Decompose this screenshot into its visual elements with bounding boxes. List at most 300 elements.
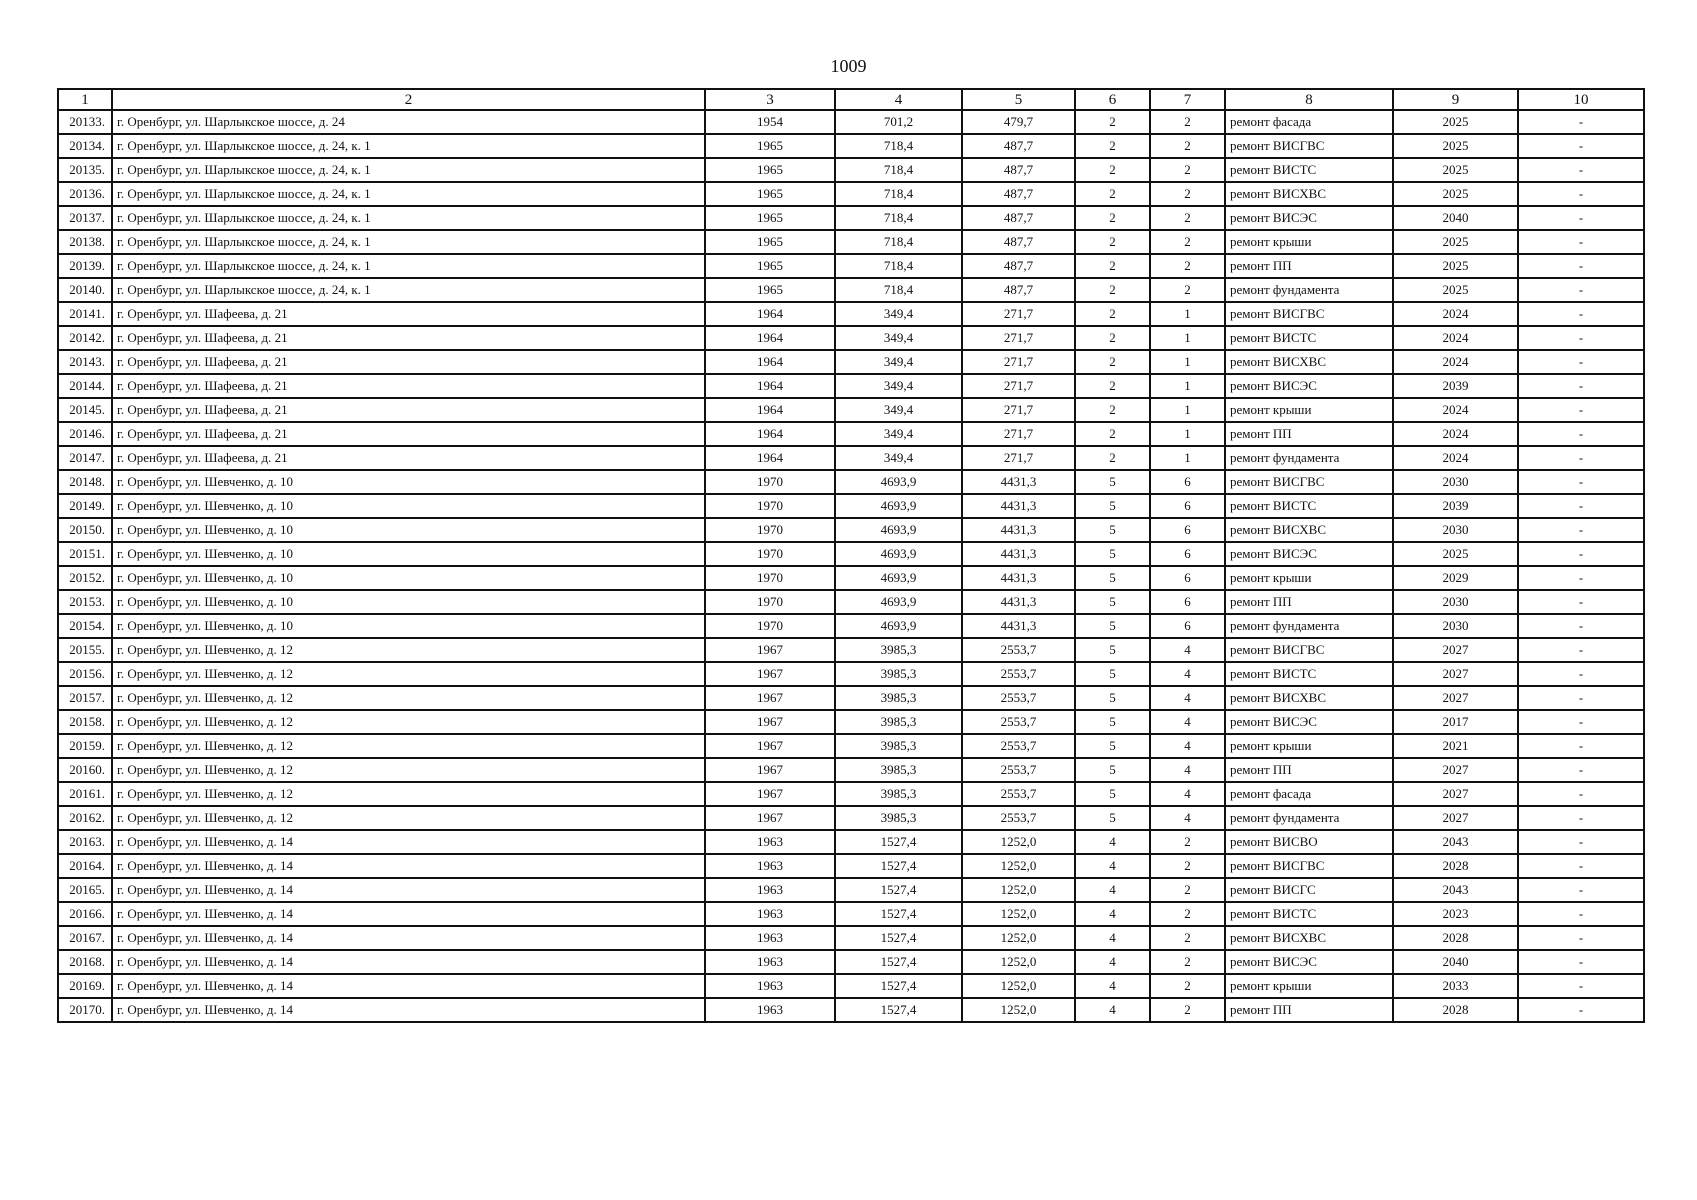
cell-work-type: ремонт ВИСВО [1225,830,1393,854]
cell-area-total: 349,4 [835,374,962,398]
table-body [58,110,1644,1022]
cell-area-living: 1252,0 [962,926,1075,950]
cell-address: г. Оренбург, ул. Шафеева, д. 21 [112,326,705,350]
table-row [58,374,1644,398]
cell-entrances: 1 [1150,374,1225,398]
cell-entrances: 2 [1150,278,1225,302]
cell-work-type: ремонт ВИСТС [1225,158,1393,182]
table-row [58,806,1644,830]
cell-planned-year: 2039 [1393,374,1518,398]
cell-planned-year: 2028 [1393,926,1518,950]
cell-area-total: 4693,9 [835,518,962,542]
cell-planned-year: 2030 [1393,590,1518,614]
cell-number: 20168. [58,950,112,974]
cell-planned-year: 2030 [1393,614,1518,638]
cell-planned-year: 2028 [1393,998,1518,1022]
cell-address: г. Оренбург, ул. Шарлыкское шоссе, д. 24, к. 1 [112,278,705,302]
cell-year: 1963 [705,926,835,950]
cell-number: 20165. [58,878,112,902]
column-header: 8 [1225,89,1393,110]
cell-col10: - [1518,158,1644,182]
cell-address: г. Оренбург, ул. Шарлыкское шоссе, д. 24, к. 1 [112,134,705,158]
cell-col10: - [1518,614,1644,638]
cell-col10: - [1518,830,1644,854]
cell-area-living: 1252,0 [962,974,1075,998]
cell-entrances: 1 [1150,422,1225,446]
cell-work-type: ремонт ВИСЭС [1225,206,1393,230]
cell-work-type: ремонт ВИСЭС [1225,710,1393,734]
cell-floors: 4 [1075,902,1150,926]
cell-floors: 2 [1075,446,1150,470]
cell-work-type: ремонт фундамента [1225,446,1393,470]
cell-year: 1964 [705,350,835,374]
cell-entrances: 4 [1150,806,1225,830]
cell-work-type: ремонт ВИСХВС [1225,518,1393,542]
cell-work-type: ремонт ПП [1225,590,1393,614]
cell-planned-year: 2024 [1393,326,1518,350]
cell-planned-year: 2043 [1393,878,1518,902]
cell-area-living: 2553,7 [962,806,1075,830]
cell-entrances: 2 [1150,902,1225,926]
cell-year: 1965 [705,182,835,206]
cell-area-total: 718,4 [835,158,962,182]
cell-floors: 2 [1075,182,1150,206]
cell-number: 20143. [58,350,112,374]
cell-year: 1970 [705,614,835,638]
column-header: 1 [58,89,112,110]
cell-area-living: 487,7 [962,278,1075,302]
cell-year: 1964 [705,302,835,326]
cell-work-type: ремонт фасада [1225,782,1393,806]
cell-area-total: 718,4 [835,278,962,302]
cell-address: г. Оренбург, ул. Шевченко, д. 12 [112,734,705,758]
cell-area-total: 1527,4 [835,998,962,1022]
cell-area-total: 349,4 [835,398,962,422]
cell-floors: 4 [1075,998,1150,1022]
cell-col10: - [1518,206,1644,230]
cell-entrances: 2 [1150,950,1225,974]
cell-floors: 4 [1075,950,1150,974]
cell-number: 20140. [58,278,112,302]
cell-planned-year: 2043 [1393,830,1518,854]
cell-col10: - [1518,494,1644,518]
cell-area-living: 487,7 [962,230,1075,254]
cell-address: г. Оренбург, ул. Шевченко, д. 14 [112,974,705,998]
cell-floors: 5 [1075,470,1150,494]
cell-work-type: ремонт ПП [1225,998,1393,1022]
page-number: 1009 [830,56,867,76]
cell-planned-year: 2025 [1393,182,1518,206]
table-row [58,302,1644,326]
cell-number: 20141. [58,302,112,326]
cell-address: г. Оренбург, ул. Шевченко, д. 10 [112,590,705,614]
cell-floors: 5 [1075,806,1150,830]
cell-planned-year: 2024 [1393,422,1518,446]
cell-area-living: 4431,3 [962,542,1075,566]
cell-address: г. Оренбург, ул. Шевченко, д. 10 [112,542,705,566]
cell-work-type: ремонт ВИСТС [1225,662,1393,686]
cell-address: г. Оренбург, ул. Шарлыкское шоссе, д. 24, к. 1 [112,230,705,254]
cell-area-living: 271,7 [962,302,1075,326]
cell-area-living: 4431,3 [962,614,1075,638]
cell-col10: - [1518,734,1644,758]
cell-number: 20151. [58,542,112,566]
cell-number: 20170. [58,998,112,1022]
cell-number: 20159. [58,734,112,758]
table-row [58,734,1644,758]
table-row [58,758,1644,782]
cell-col10: - [1518,758,1644,782]
cell-address: г. Оренбург, ул. Шарлыкское шоссе, д. 24 [112,110,705,134]
table-row [58,398,1644,422]
cell-work-type: ремонт ПП [1225,758,1393,782]
cell-col10: - [1518,278,1644,302]
cell-year: 1963 [705,854,835,878]
cell-address: г. Оренбург, ул. Шевченко, д. 10 [112,566,705,590]
cell-year: 1967 [705,734,835,758]
cell-address: г. Оренбург, ул. Шевченко, д. 12 [112,662,705,686]
cell-area-total: 349,4 [835,422,962,446]
cell-col10: - [1518,518,1644,542]
cell-area-total: 3985,3 [835,662,962,686]
cell-number: 20142. [58,326,112,350]
cell-floors: 5 [1075,710,1150,734]
cell-area-total: 701,2 [835,110,962,134]
cell-year: 1967 [705,686,835,710]
cell-address: г. Оренбург, ул. Шарлыкское шоссе, д. 24, к. 1 [112,158,705,182]
cell-planned-year: 2025 [1393,110,1518,134]
cell-year: 1967 [705,638,835,662]
cell-entrances: 2 [1150,974,1225,998]
cell-area-living: 4431,3 [962,590,1075,614]
table-row [58,878,1644,902]
cell-entrances: 2 [1150,158,1225,182]
cell-area-living: 271,7 [962,422,1075,446]
cell-planned-year: 2030 [1393,518,1518,542]
cell-floors: 2 [1075,254,1150,278]
cell-area-living: 487,7 [962,158,1075,182]
cell-planned-year: 2021 [1393,734,1518,758]
cell-area-total: 4693,9 [835,566,962,590]
cell-area-total: 1527,4 [835,854,962,878]
cell-year: 1967 [705,662,835,686]
cell-col10: - [1518,470,1644,494]
cell-col10: - [1518,782,1644,806]
cell-planned-year: 2027 [1393,686,1518,710]
table-row [58,494,1644,518]
table-row [58,470,1644,494]
cell-area-living: 271,7 [962,446,1075,470]
column-header: 9 [1393,89,1518,110]
cell-entrances: 1 [1150,350,1225,374]
cell-address: г. Оренбург, ул. Шевченко, д. 14 [112,998,705,1022]
cell-year: 1963 [705,998,835,1022]
cell-work-type: ремонт ВИСГВС [1225,854,1393,878]
cell-area-total: 718,4 [835,134,962,158]
cell-address: г. Оренбург, ул. Шафеева, д. 21 [112,374,705,398]
cell-area-living: 4431,3 [962,470,1075,494]
cell-entrances: 2 [1150,182,1225,206]
cell-work-type: ремонт ВИСГВС [1225,470,1393,494]
cell-address: г. Оренбург, ул. Шевченко, д. 14 [112,830,705,854]
cell-area-total: 3985,3 [835,758,962,782]
cell-entrances: 6 [1150,590,1225,614]
table-row [58,326,1644,350]
cell-col10: - [1518,926,1644,950]
cell-area-living: 479,7 [962,110,1075,134]
column-header: 6 [1075,89,1150,110]
cell-address: г. Оренбург, ул. Шафеева, д. 21 [112,302,705,326]
cell-planned-year: 2030 [1393,470,1518,494]
table-row [58,662,1644,686]
cell-work-type: ремонт крыши [1225,734,1393,758]
cell-year: 1963 [705,830,835,854]
cell-planned-year: 2027 [1393,782,1518,806]
cell-address: г. Оренбург, ул. Шафеева, д. 21 [112,446,705,470]
cell-floors: 4 [1075,830,1150,854]
cell-area-living: 487,7 [962,182,1075,206]
cell-number: 20137. [58,206,112,230]
cell-year: 1965 [705,206,835,230]
cell-number: 20138. [58,230,112,254]
cell-area-living: 1252,0 [962,902,1075,926]
cell-col10: - [1518,422,1644,446]
cell-address: г. Оренбург, ул. Шафеева, д. 21 [112,350,705,374]
cell-work-type: ремонт ВИСГВС [1225,638,1393,662]
cell-floors: 5 [1075,494,1150,518]
cell-col10: - [1518,974,1644,998]
cell-planned-year: 2024 [1393,350,1518,374]
cell-area-living: 2553,7 [962,638,1075,662]
cell-work-type: ремонт ПП [1225,254,1393,278]
cell-entrances: 6 [1150,614,1225,638]
cell-number: 20153. [58,590,112,614]
cell-planned-year: 2025 [1393,230,1518,254]
cell-area-living: 1252,0 [962,854,1075,878]
table-row [58,782,1644,806]
cell-number: 20158. [58,710,112,734]
table-row [58,686,1644,710]
cell-year: 1954 [705,110,835,134]
cell-area-total: 718,4 [835,206,962,230]
cell-address: г. Оренбург, ул. Шевченко, д. 14 [112,926,705,950]
cell-area-total: 3985,3 [835,710,962,734]
cell-year: 1963 [705,950,835,974]
cell-floors: 2 [1075,230,1150,254]
cell-year: 1970 [705,518,835,542]
cell-work-type: ремонт ВИСГВС [1225,302,1393,326]
table-row [58,854,1644,878]
cell-work-type: ремонт фундамента [1225,614,1393,638]
column-header: 10 [1518,89,1644,110]
cell-address: г. Оренбург, ул. Шафеева, д. 21 [112,422,705,446]
cell-area-total: 1527,4 [835,950,962,974]
cell-area-total: 349,4 [835,350,962,374]
cell-planned-year: 2029 [1393,566,1518,590]
cell-area-total: 3985,3 [835,734,962,758]
cell-entrances: 6 [1150,494,1225,518]
cell-area-living: 2553,7 [962,758,1075,782]
cell-work-type: ремонт ВИСЭС [1225,950,1393,974]
table-row [58,182,1644,206]
cell-work-type: ремонт ВИСХВС [1225,350,1393,374]
cell-col10: - [1518,710,1644,734]
cell-area-living: 1252,0 [962,878,1075,902]
cell-col10: - [1518,110,1644,134]
cell-area-living: 1252,0 [962,998,1075,1022]
cell-area-living: 2553,7 [962,782,1075,806]
cell-address: г. Оренбург, ул. Шевченко, д. 12 [112,638,705,662]
cell-planned-year: 2025 [1393,278,1518,302]
cell-work-type: ремонт ВИСГС [1225,878,1393,902]
cell-number: 20139. [58,254,112,278]
cell-entrances: 6 [1150,542,1225,566]
cell-floors: 2 [1075,374,1150,398]
cell-entrances: 6 [1150,518,1225,542]
cell-floors: 2 [1075,134,1150,158]
cell-entrances: 4 [1150,686,1225,710]
cell-year: 1965 [705,134,835,158]
cell-work-type: ремонт ВИСТС [1225,326,1393,350]
cell-entrances: 1 [1150,302,1225,326]
cell-address: г. Оренбург, ул. Шевченко, д. 10 [112,470,705,494]
cell-area-total: 3985,3 [835,638,962,662]
cell-area-living: 271,7 [962,374,1075,398]
cell-floors: 5 [1075,758,1150,782]
cell-area-living: 1252,0 [962,950,1075,974]
cell-col10: - [1518,230,1644,254]
cell-planned-year: 2027 [1393,662,1518,686]
cell-col10: - [1518,398,1644,422]
cell-entrances: 1 [1150,326,1225,350]
cell-entrances: 4 [1150,638,1225,662]
cell-entrances: 4 [1150,758,1225,782]
cell-year: 1970 [705,494,835,518]
cell-planned-year: 2033 [1393,974,1518,998]
cell-work-type: ремонт крыши [1225,230,1393,254]
cell-year: 1964 [705,446,835,470]
cell-planned-year: 2040 [1393,950,1518,974]
cell-area-living: 2553,7 [962,686,1075,710]
cell-area-living: 271,7 [962,326,1075,350]
cell-year: 1965 [705,278,835,302]
cell-area-total: 718,4 [835,254,962,278]
cell-address: г. Оренбург, ул. Шевченко, д. 12 [112,686,705,710]
cell-floors: 5 [1075,638,1150,662]
cell-area-total: 3985,3 [835,806,962,830]
cell-address: г. Оренбург, ул. Шарлыкское шоссе, д. 24, к. 1 [112,182,705,206]
cell-address: г. Оренбург, ул. Шевченко, д. 12 [112,806,705,830]
cell-area-living: 2553,7 [962,734,1075,758]
cell-entrances: 2 [1150,998,1225,1022]
cell-area-living: 1252,0 [962,830,1075,854]
cell-work-type: ремонт крыши [1225,398,1393,422]
cell-address: г. Оренбург, ул. Шарлыкское шоссе, д. 24, к. 1 [112,254,705,278]
cell-work-type: ремонт ВИСТС [1225,902,1393,926]
table-row [58,566,1644,590]
cell-col10: - [1518,806,1644,830]
cell-number: 20135. [58,158,112,182]
cell-floors: 4 [1075,854,1150,878]
cell-area-living: 2553,7 [962,710,1075,734]
cell-area-total: 3985,3 [835,686,962,710]
table-row [58,590,1644,614]
cell-work-type: ремонт ВИСХВС [1225,182,1393,206]
cell-area-total: 349,4 [835,302,962,326]
cell-planned-year: 2024 [1393,446,1518,470]
cell-address: г. Оренбург, ул. Шевченко, д. 12 [112,758,705,782]
header-row [58,89,1644,110]
cell-planned-year: 2025 [1393,158,1518,182]
cell-area-total: 1527,4 [835,974,962,998]
cell-number: 20146. [58,422,112,446]
column-header: 3 [705,89,835,110]
cell-floors: 5 [1075,590,1150,614]
cell-floors: 5 [1075,662,1150,686]
cell-number: 20156. [58,662,112,686]
cell-entrances: 2 [1150,830,1225,854]
cell-work-type: ремонт ВИСГВС [1225,134,1393,158]
cell-work-type: ремонт фасада [1225,110,1393,134]
cell-address: г. Оренбург, ул. Шевченко, д. 14 [112,854,705,878]
cell-number: 20147. [58,446,112,470]
cell-work-type: ремонт ВИСХВС [1225,926,1393,950]
cell-entrances: 4 [1150,710,1225,734]
cell-work-type: ремонт фундамента [1225,278,1393,302]
cell-col10: - [1518,542,1644,566]
table-row [58,350,1644,374]
cell-col10: - [1518,686,1644,710]
table-row [58,710,1644,734]
table-row [58,134,1644,158]
cell-work-type: ремонт крыши [1225,566,1393,590]
cell-year: 1964 [705,422,835,446]
cell-area-total: 718,4 [835,182,962,206]
cell-area-living: 4431,3 [962,518,1075,542]
cell-year: 1965 [705,254,835,278]
register-table [57,88,1645,1023]
cell-year: 1970 [705,566,835,590]
cell-floors: 5 [1075,782,1150,806]
cell-floors: 2 [1075,326,1150,350]
cell-area-living: 271,7 [962,350,1075,374]
cell-area-total: 1527,4 [835,926,962,950]
cell-number: 20166. [58,902,112,926]
cell-area-living: 487,7 [962,254,1075,278]
cell-planned-year: 2024 [1393,302,1518,326]
table-row [58,974,1644,998]
column-header: 7 [1150,89,1225,110]
cell-planned-year: 2023 [1393,902,1518,926]
cell-address: г. Оренбург, ул. Шевченко, д. 14 [112,950,705,974]
cell-year: 1967 [705,806,835,830]
cell-floors: 2 [1075,278,1150,302]
cell-floors: 2 [1075,302,1150,326]
cell-year: 1964 [705,326,835,350]
cell-planned-year: 2028 [1393,854,1518,878]
cell-year: 1967 [705,710,835,734]
cell-area-total: 1527,4 [835,902,962,926]
cell-address: г. Оренбург, ул. Шарлыкское шоссе, д. 24, к. 1 [112,206,705,230]
cell-address: г. Оренбург, ул. Шевченко, д. 14 [112,902,705,926]
cell-entrances: 6 [1150,566,1225,590]
cell-col10: - [1518,374,1644,398]
cell-entrances: 4 [1150,782,1225,806]
cell-address: г. Оренбург, ул. Шевченко, д. 10 [112,494,705,518]
cell-floors: 5 [1075,686,1150,710]
cell-col10: - [1518,950,1644,974]
table-row [58,206,1644,230]
